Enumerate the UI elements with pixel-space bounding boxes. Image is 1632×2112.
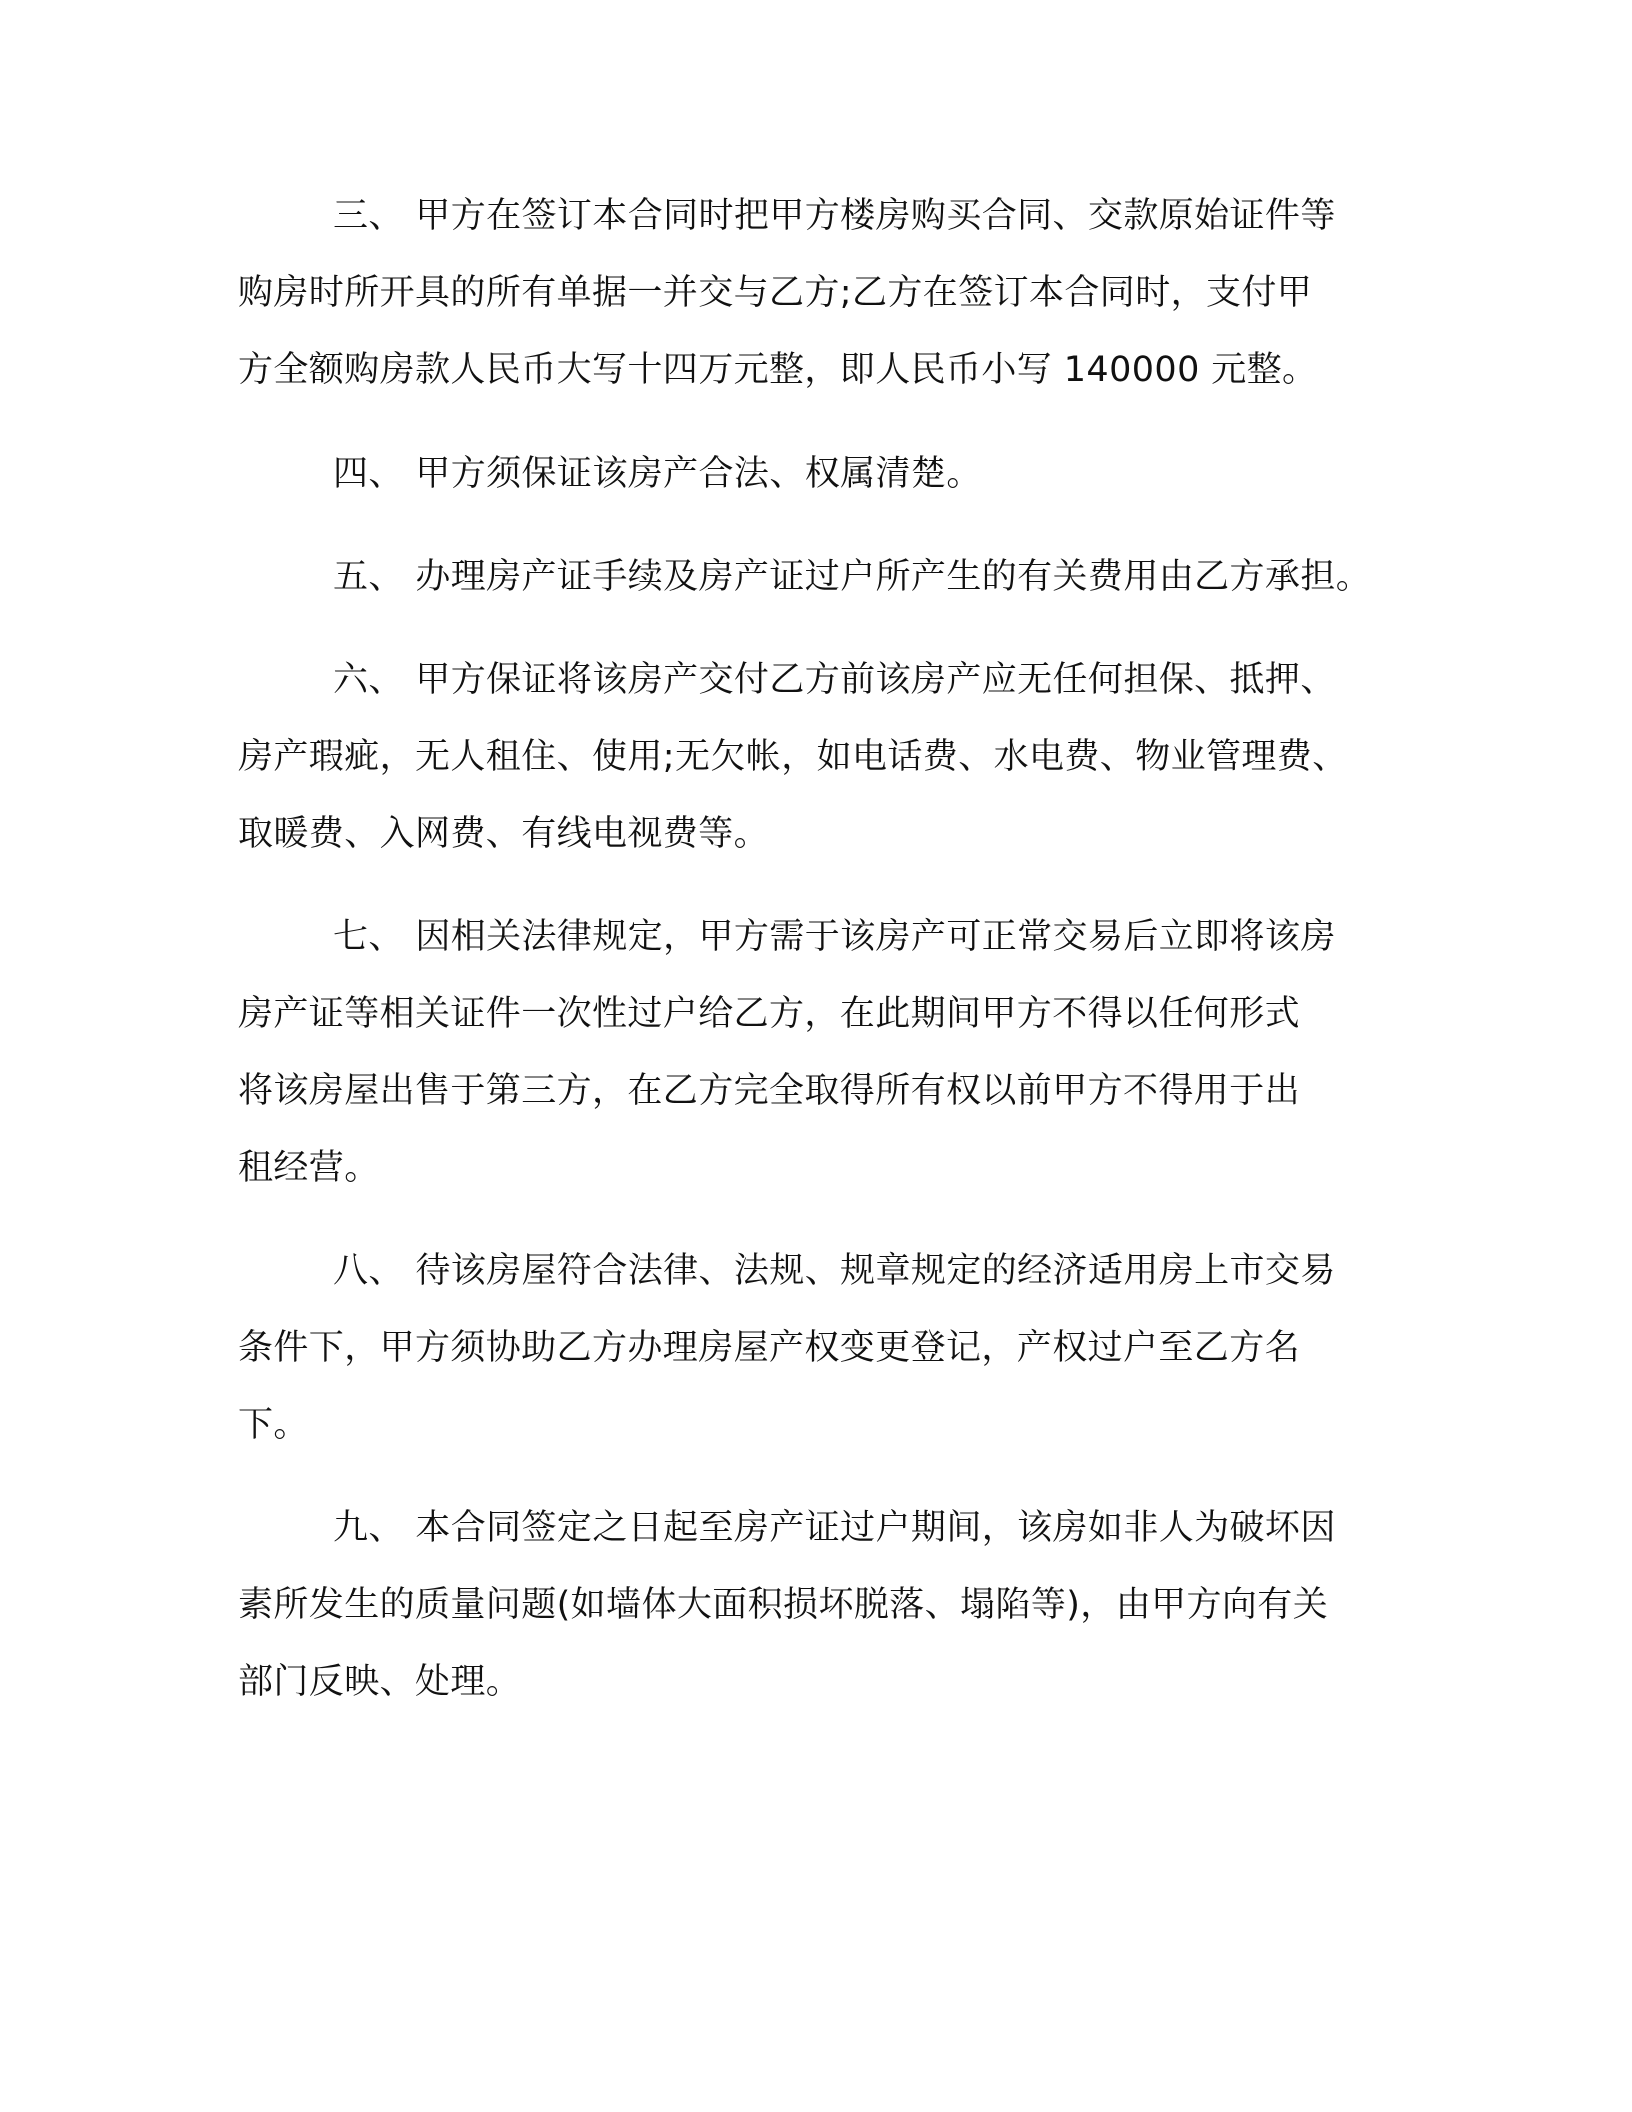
clause-9-line-3: 部门反映、处理。 [238,1662,522,1702]
clause-3-line-1: 三、 甲方在签订本合同时把甲方楼房购买合同、交款原始证件等 [333,196,1336,236]
clause-9-line-2: 素所发生的质量问题(如墙体大面积损坏脱落、塌陷等)，由甲方向有关 [238,1585,1329,1625]
clause-6-line-1: 六、 甲方保证将该房产交付乙方前该房产应无任何担保、抵押、 [333,660,1336,700]
clause-7-line-4: 租经营。 [238,1148,380,1188]
clause-8-line-1: 八、 待该房屋符合法律、法规、规章规定的经济适用房上市交易 [333,1251,1336,1291]
clause-6-line-2: 房产瑕疵，无人租住、使用;无欠帐，如电话费、水电费、物业管理费、 [238,737,1348,777]
clause-9-line-1: 九、 本合同签定之日起至房产证过户期间，该房如非人为破坏因 [333,1508,1336,1548]
clause-7-line-1: 七、 因相关法律规定，甲方需于该房产可正常交易后立即将该房 [333,917,1336,957]
clause-6-line-3: 取暖费、入网费、有线电视费等。 [238,814,770,854]
clause-8-line-3: 下。 [238,1405,309,1445]
clause-7-line-2: 房产证等相关证件一次性过户给乙方，在此期间甲方不得以任何形式 [238,994,1301,1034]
clause-5-line-1: 五、 办理房产证手续及房产证过户所产生的有关费用由乙方承担。 [333,557,1372,597]
clause-3-line-3: 方全额购房款人民币大写十四万元整，即人民币小写 140000 元整。 [238,350,1318,390]
clause-4-line-1: 四、 甲方须保证该房产合法、权属清楚。 [333,454,982,494]
clause-3-line-2: 购房时所开具的所有单据一并交与乙方;乙方在签订本合同时，支付甲 [238,273,1313,313]
clause-8-line-2: 条件下，甲方须协助乙方办理房屋产权变更登记，产权过户至乙方名 [238,1328,1301,1368]
clause-7-line-3: 将该房屋出售于第三方，在乙方完全取得所有权以前甲方不得用于出 [238,1071,1301,1111]
